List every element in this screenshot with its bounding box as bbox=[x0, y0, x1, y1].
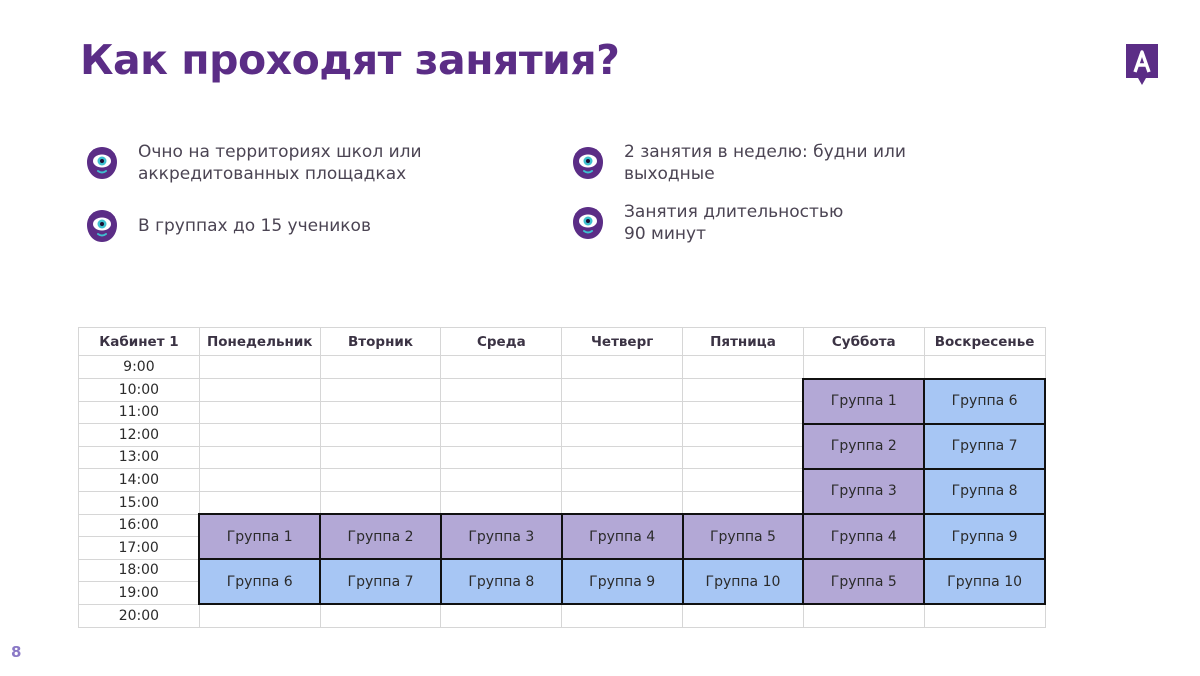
empty-cell bbox=[803, 604, 924, 627]
time-cell: 11:00 bbox=[79, 401, 200, 424]
day-header: Суббота bbox=[803, 328, 924, 356]
empty-cell bbox=[562, 446, 683, 469]
empty-cell bbox=[924, 604, 1045, 627]
group-cell: Группа 8 bbox=[441, 559, 562, 604]
schedule-header-row bbox=[79, 328, 1046, 356]
feature-item bbox=[572, 141, 906, 185]
empty-cell bbox=[683, 379, 804, 402]
group-cell: Группа 1 bbox=[199, 514, 320, 559]
empty-cell bbox=[441, 356, 562, 379]
feature-text: 2 занятия в неделю: будни или выходные bbox=[624, 142, 906, 184]
time-cell: 16:00 bbox=[79, 514, 200, 537]
empty-cell bbox=[199, 401, 320, 424]
empty-cell bbox=[320, 356, 441, 379]
empty-cell bbox=[924, 356, 1045, 379]
group-cell: Группа 8 bbox=[924, 469, 1045, 515]
empty-cell bbox=[199, 469, 320, 492]
time-row bbox=[79, 379, 1046, 402]
empty-cell bbox=[683, 356, 804, 379]
feature-text: Очно на территориях школ или аккредитованных площадках bbox=[138, 142, 422, 184]
empty-cell bbox=[803, 356, 924, 379]
group-cell: Группа 3 bbox=[803, 469, 924, 515]
time-cell: 18:00 bbox=[79, 559, 200, 582]
empty-cell bbox=[199, 491, 320, 514]
time-cell: 13:00 bbox=[79, 446, 200, 469]
empty-cell bbox=[683, 469, 804, 492]
empty-cell bbox=[320, 379, 441, 402]
group-cell: Группа 6 bbox=[199, 559, 320, 604]
time-cell: 20:00 bbox=[79, 604, 200, 627]
empty-cell bbox=[683, 491, 804, 514]
empty-cell bbox=[441, 604, 562, 627]
room-header: Кабинет 1 bbox=[79, 328, 200, 356]
time-cell: 9:00 bbox=[79, 356, 200, 379]
slide-title: Как проходят занятия? bbox=[80, 36, 620, 84]
group-cell: Группа 2 bbox=[320, 514, 441, 559]
group-cell: Группа 5 bbox=[803, 559, 924, 604]
empty-cell bbox=[562, 604, 683, 627]
time-cell: 14:00 bbox=[79, 469, 200, 492]
empty-cell bbox=[683, 401, 804, 424]
empty-cell bbox=[199, 424, 320, 447]
group-cell: Группа 10 bbox=[683, 559, 804, 604]
empty-cell bbox=[320, 491, 441, 514]
day-header: Вторник bbox=[320, 328, 441, 356]
time-row bbox=[79, 424, 1046, 447]
time-row bbox=[79, 514, 1046, 537]
feature-text: В группах до 15 учеников bbox=[138, 216, 371, 236]
eye-mascot-icon bbox=[572, 206, 604, 240]
empty-cell bbox=[320, 401, 441, 424]
time-row bbox=[79, 559, 1046, 582]
group-cell: Группа 6 bbox=[924, 379, 1045, 424]
group-cell: Группа 9 bbox=[562, 559, 683, 604]
group-cell: Группа 7 bbox=[924, 424, 1045, 469]
empty-cell bbox=[562, 356, 683, 379]
empty-cell bbox=[441, 424, 562, 447]
day-header: Пятница bbox=[683, 328, 804, 356]
group-cell: Группа 4 bbox=[562, 514, 683, 559]
empty-cell bbox=[320, 604, 441, 627]
group-cell: Группа 3 bbox=[441, 514, 562, 559]
brand-a-logo-icon bbox=[1126, 44, 1158, 86]
time-cell: 10:00 bbox=[79, 379, 200, 402]
empty-cell bbox=[441, 401, 562, 424]
empty-cell bbox=[683, 446, 804, 469]
empty-cell bbox=[199, 356, 320, 379]
empty-cell bbox=[199, 379, 320, 402]
page-number: 8 bbox=[11, 643, 22, 661]
feature-item bbox=[572, 201, 843, 245]
eye-mascot-icon bbox=[86, 209, 118, 243]
group-cell: Группа 5 bbox=[683, 514, 804, 559]
schedule-table bbox=[78, 327, 1046, 628]
group-cell: Группа 1 bbox=[803, 379, 924, 424]
group-cell: Группа 2 bbox=[803, 424, 924, 469]
group-cell: Группа 9 bbox=[924, 514, 1045, 559]
empty-cell bbox=[441, 446, 562, 469]
feature-item bbox=[86, 209, 371, 243]
feature-item bbox=[86, 141, 422, 185]
group-cell: Группа 4 bbox=[803, 514, 924, 559]
empty-cell bbox=[199, 604, 320, 627]
group-cell: Группа 10 bbox=[924, 559, 1045, 604]
time-cell: 19:00 bbox=[79, 582, 200, 605]
empty-cell bbox=[441, 469, 562, 492]
empty-cell bbox=[320, 424, 441, 447]
empty-cell bbox=[441, 379, 562, 402]
eye-mascot-icon bbox=[86, 146, 118, 180]
empty-cell bbox=[199, 446, 320, 469]
time-cell: 12:00 bbox=[79, 424, 200, 447]
time-row bbox=[79, 469, 1046, 492]
eye-mascot-icon bbox=[572, 146, 604, 180]
empty-cell bbox=[683, 424, 804, 447]
empty-cell bbox=[562, 379, 683, 402]
empty-cell bbox=[320, 446, 441, 469]
time-row bbox=[79, 356, 1046, 379]
time-cell: 17:00 bbox=[79, 537, 200, 560]
empty-cell bbox=[320, 469, 441, 492]
time-cell: 15:00 bbox=[79, 491, 200, 514]
day-header: Понедельник bbox=[199, 328, 320, 356]
day-header: Среда bbox=[441, 328, 562, 356]
empty-cell bbox=[441, 491, 562, 514]
empty-cell bbox=[562, 424, 683, 447]
empty-cell bbox=[562, 491, 683, 514]
empty-cell bbox=[683, 604, 804, 627]
empty-cell bbox=[562, 469, 683, 492]
day-header: Воскресенье bbox=[924, 328, 1045, 356]
feature-text: Занятия длительностью 90 минут bbox=[624, 202, 844, 244]
day-header: Четверг bbox=[562, 328, 683, 356]
time-row bbox=[79, 604, 1046, 627]
group-cell: Группа 7 bbox=[320, 559, 441, 604]
empty-cell bbox=[562, 401, 683, 424]
